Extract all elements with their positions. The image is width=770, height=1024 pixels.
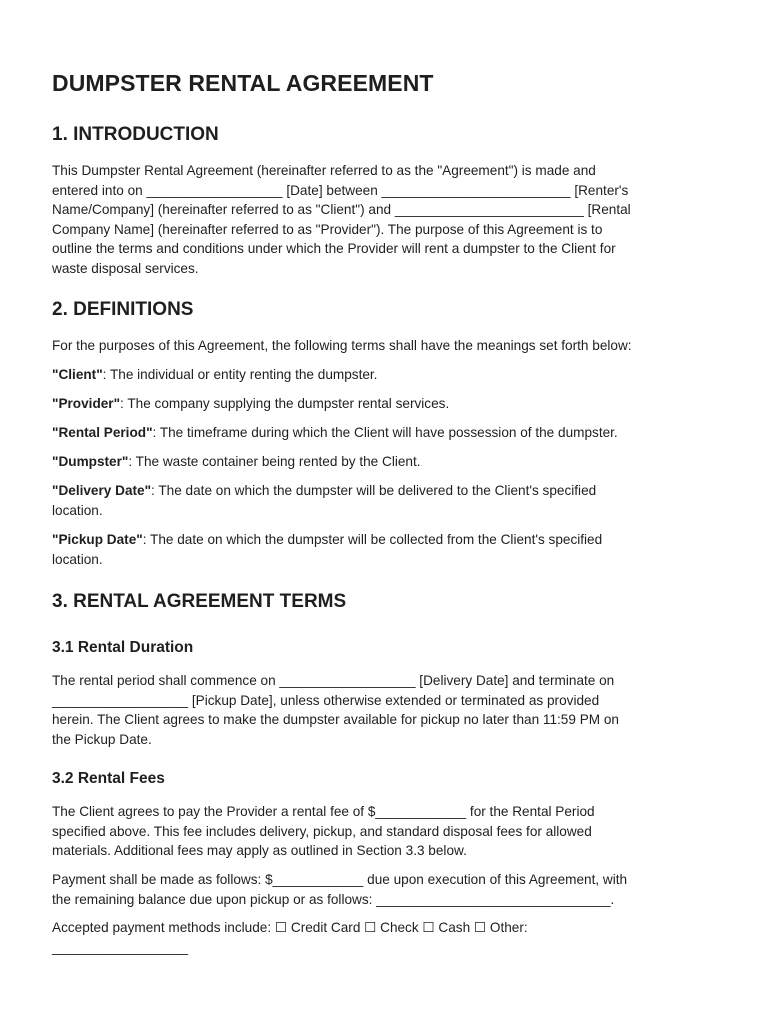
payment-schedule-paragraph [52,870,732,909]
payment-line: Payment shall be made as follows: $____________ due upon execution of this Agreement, with [52,872,628,887]
fees-line: The Client agrees to pay the Provider a rental fee of $____________ for the Rental Period [52,804,595,819]
rental-duration-paragraph [52,671,732,749]
definition-text: : The date on which the dumpster will be delivered to the Client's specified [151,483,597,498]
definition-term: "Pickup Date" [52,532,143,547]
terms-heading: 3. RENTAL AGREEMENT TERMS [52,591,347,612]
definition-term: "Provider" [52,396,121,411]
definition-text: : The individual or entity renting the dumpster. [102,367,378,382]
definition-text: location. [52,551,103,567]
definition-rental-period [52,423,732,443]
duration-line: __________________ [Pickup Date], unless otherwise extended or terminated as provided [52,692,600,708]
intro-line: Name/Company] (hereinafter referred to as "Client") and _________________________ [Rental [52,202,631,217]
rental-fees-heading: 3.2 Rental Fees [52,770,165,787]
payment-methods-line: __________________ [52,939,189,955]
payment-line: the remaining balance due upon pickup or as follows: _______________________________. [52,891,615,907]
duration-line: herein. The Client agrees to make the dumpster available for pickup no later than 11:59 PM on [52,712,619,727]
introduction-paragraph [52,161,732,278]
definition-term: "Rental Period" [52,425,153,440]
intro-line: entered into on __________________ [Date] between _________________________ [Renter's [52,182,629,198]
definition-text: : The date on which the dumpster will be collected from the Client's specified [142,532,603,547]
fees-line: specified above. This fee includes delivery, pickup, and standard disposal fees for allowed [52,823,592,839]
intro-line: waste disposal services. [52,260,199,276]
definition-provider [52,394,732,414]
duration-line: The rental period shall commence on __________________ [Delivery Date] and terminate on [52,673,615,688]
intro-line: Company Name] (hereinafter referred to as "Provider"). The purpose of this Agreement is to [52,221,603,237]
rental-duration-heading: 3.1 Rental Duration [52,639,194,656]
payment-methods-paragraph [52,918,732,957]
document-title: DUMPSTER RENTAL AGREEMENT [52,70,434,96]
definition-text: : The timeframe during which the Client will have possession of the dumpster. [152,425,618,440]
definitions-heading: 2. DEFINITIONS [52,299,194,320]
definition-term: "Dumpster" [52,454,129,469]
definition-term: "Delivery Date" [52,483,152,498]
intro-line: outline the terms and conditions under which the Provider will rent a dumpster to the Client for [52,241,616,256]
definition-text: : The company supplying the dumpster rental services. [120,396,450,411]
definition-pickup-date [52,530,732,569]
rental-fees-paragraph [52,802,732,861]
definitions-intro: For the purposes of this Agreement, the following terms shall have the meanings set forth below: [52,338,632,353]
definition-client [52,365,732,385]
definition-delivery-date [52,481,732,520]
definition-text: location. [52,502,103,518]
duration-line: the Pickup Date. [52,731,152,747]
introduction-heading: 1. INTRODUCTION [52,124,219,145]
payment-methods-line: Accepted payment methods include: ☐ Credit Card ☐ Check ☐ Cash ☐ Other: [52,920,528,935]
definition-text: : The waste container being rented by the Client. [128,454,421,469]
intro-line: This Dumpster Rental Agreement (hereinafter referred to as the "Agreement") is made and [52,163,596,178]
definition-term: "Client" [52,367,103,382]
definition-dumpster [52,452,732,472]
fees-line: materials. Additional fees may apply as outlined in Section 3.3 below. [52,843,467,858]
